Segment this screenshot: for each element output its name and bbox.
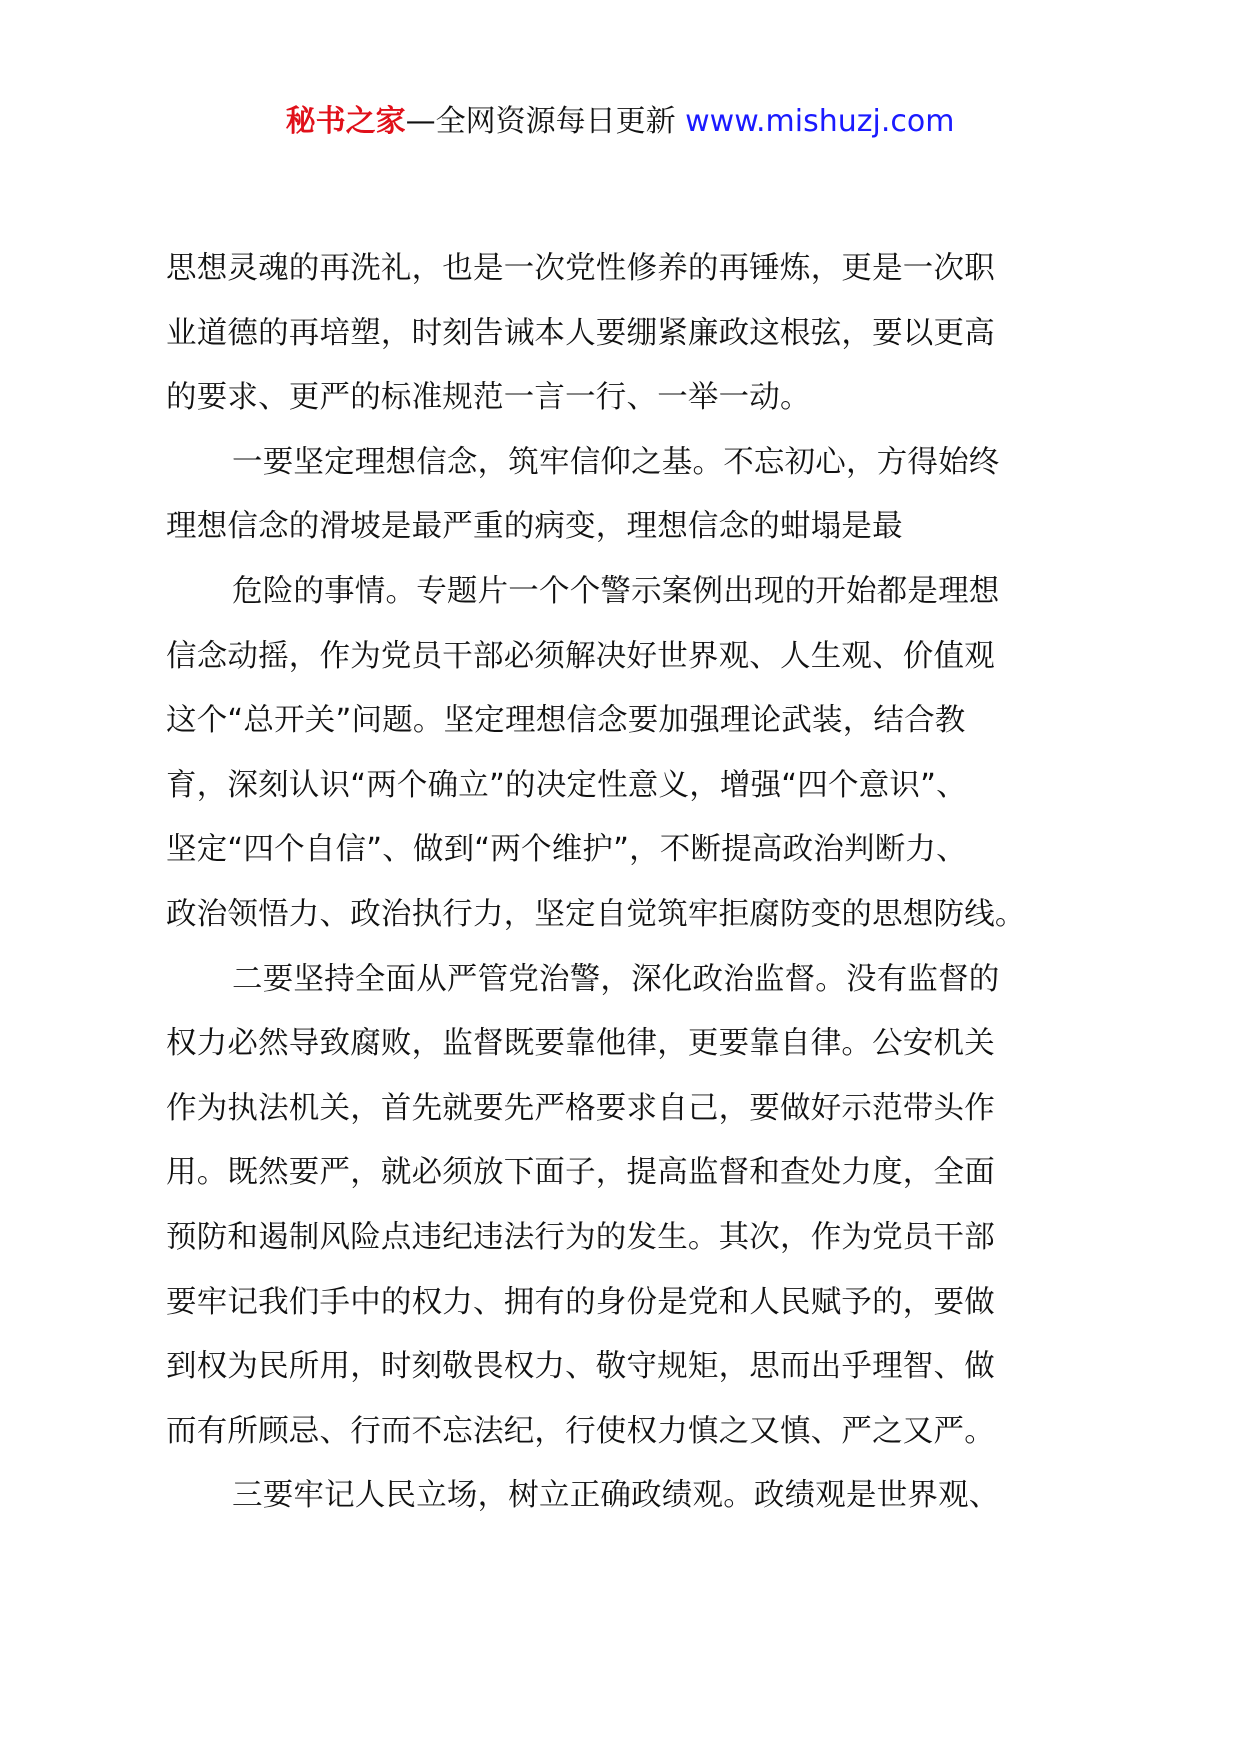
body-line: 理想信念的滑坡是最严重的病变，理想信念的蚶塌是最 — [166, 509, 903, 545]
body-line: 育，深刻认识“两个确立”的决定性意义，增强“四个意识”、 — [166, 767, 967, 803]
body-line: 而有所顾忌、行而不忘法纪，行使权力慎之又慎、严之又严。 — [166, 1413, 995, 1449]
paragraph-start-line: 一要坚定理想信念，筑牢信仰之基。不忘初心，方得始终 — [232, 444, 1000, 480]
document-body — [166, 237, 1096, 1529]
body-line: 权力必然导致腐败，监督既要靠他律，更要靠自律。公安机关 — [166, 1026, 995, 1062]
site-url: www.mishuzj.com — [685, 104, 955, 139]
body-line: 的要求、更严的标准规范一言一行、一举一动。 — [166, 380, 811, 416]
body-line: 业道德的再培塑，时刻告诫本人要绷紧廉政这根弦，要以更高 — [166, 315, 995, 351]
body-line: 作为执法机关，首先就要先严格要求自己，要做好示范带头作 — [166, 1090, 995, 1126]
body-line: 思想灵魂的再洗礼，也是一次党性修养的再锤炼，更是一次职 — [166, 251, 995, 286]
site-tagline: —全网资源每日更新 — [405, 104, 686, 139]
site-header — [0, 100, 1240, 144]
paragraph-start-line: 二要坚持全面从严管党治警，深化政治监督。没有监督的 — [232, 961, 1000, 997]
body-line: 这个“总开关”问题。坚定理想信念要加强理论武装，结合教 — [166, 703, 966, 739]
body-line: 预防和遏制风险点违纪违法行为的发生。其次，作为党员干部 — [166, 1219, 995, 1255]
body-line: 要牢记我们手中的权力、拥有的身份是党和人民赋予的，要做 — [166, 1284, 995, 1320]
body-line: 用。既然要严，就必须放下面子，提高监督和查处力度，全面 — [166, 1155, 995, 1191]
paragraph-start-line: 三要牢记人民立场，树立正确政绩观。政绩观是世界观、 — [232, 1478, 1000, 1514]
body-line: 信念动摇，作为党员干部必须解决好世界观、人生观、价值观 — [166, 638, 995, 674]
site-brand: 秘书之家 — [285, 104, 406, 139]
body-line: 政治领悟力、政治执行力，坚定自觉筑牢拒腐防变的思想防线。 — [166, 896, 1026, 932]
body-line: 到权为民所用，时刻敬畏权力、敬守规矩，思而出乎理智、做 — [166, 1349, 995, 1385]
body-line: 坚定“四个自信”、做到“两个维护”，不断提高政治判断力、 — [166, 832, 967, 868]
paragraph-start-line: 危险的事情。专题片一个个警示案例出现的开始都是理想 — [232, 573, 1000, 609]
